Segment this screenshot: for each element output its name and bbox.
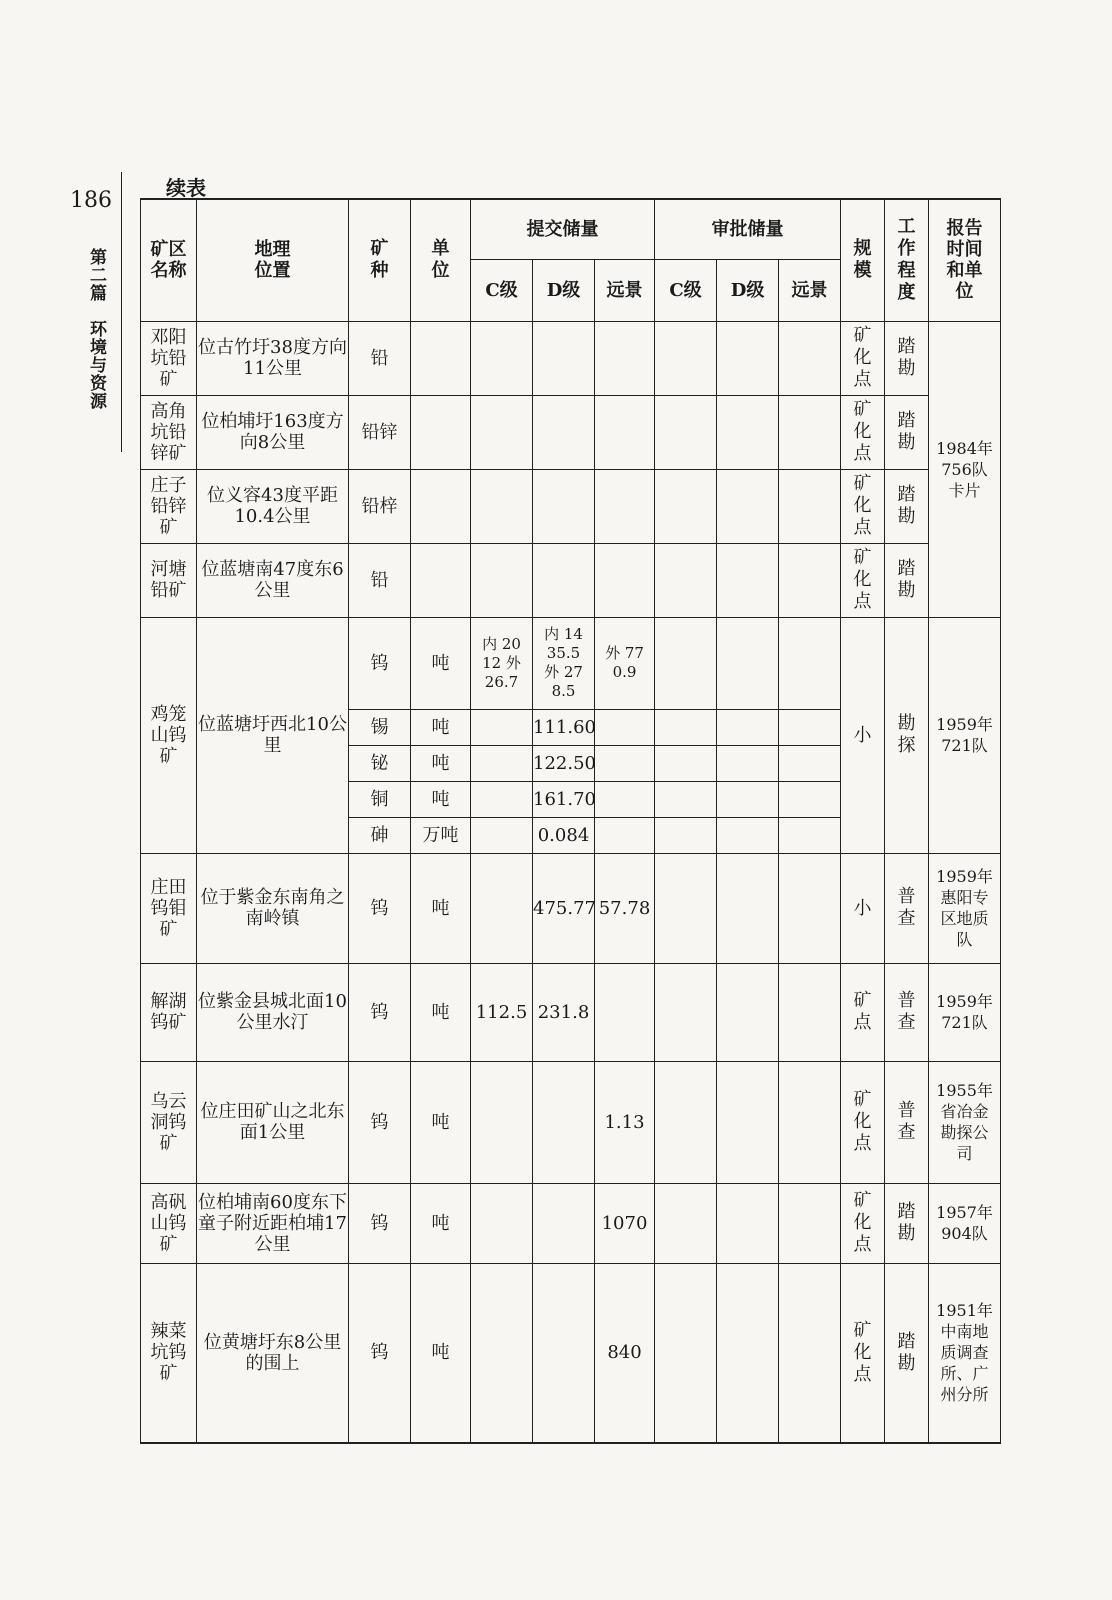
table-row: 河塘铅矿 位蓝塘南47度东6公里 铅 矿化点 踏勘: [141, 543, 1001, 617]
table-row: 解湖钨矿 位紫金县城北面10公里水汀 钨 吨 112.5 231.8 矿点 普查 1959年721队: [141, 963, 1001, 1061]
table-row: 庄田钨钼矿 位于紫金东南角之南岭镇 钨 吨 475.77 57.78 小 普查 1959年惠阳专区地质队: [141, 853, 1001, 963]
mine-table: [140, 198, 1001, 1444]
report-cell: 1984年756队卡片: [929, 321, 1001, 617]
sub-c: C级: [471, 259, 533, 321]
col-location: 地理位置: [197, 199, 349, 321]
sub-far-approved: 远景: [779, 259, 841, 321]
col-unit: 单位: [411, 199, 471, 321]
table-row: 辣菜坑钨矿 位黄塘圩东8公里的围上 钨 吨 840 矿化点 踏勘 1951年中南地质调查所、广州分所: [141, 1263, 1001, 1443]
col-mineral: 矿种: [349, 199, 411, 321]
table-row: 铜 吨 161.70: [141, 781, 1001, 817]
table-row: 乌云洞钨矿 位庄田矿山之北东面1公里 钨 吨 1.13 矿化点 普查 1955年省冶金勘探公司: [141, 1061, 1001, 1183]
col-scale: 规模: [841, 199, 885, 321]
table-row: 鸡笼山钨矿 位蓝塘圩西北10公里 钨 吨 内 2012 外 26.7 内 1435.5 外 278.5 外 770.9 小 勘探 1959年721队: [141, 617, 1001, 709]
sub-d-approved: D级: [717, 259, 779, 321]
col-work: 工作程度: [885, 199, 929, 321]
table-row: 高矾山钨矿 位柏埔南60度东下童子附近距柏埔17公里 钨 吨 1070 矿化点 踏勘 1957年904队: [141, 1183, 1001, 1263]
section-title: 第二篇 环境与资源: [86, 248, 106, 410]
sub-c-approved: C级: [655, 259, 717, 321]
col-report: 报告时间和单位: [929, 199, 1001, 321]
col-name: 矿区名称: [141, 199, 197, 321]
page-number: 186: [70, 188, 112, 213]
margin-rule: [121, 172, 122, 452]
continued-label: 续表: [166, 176, 206, 200]
table-row: 锡 吨 111.60: [141, 709, 1001, 745]
sub-far: 远景: [595, 259, 655, 321]
table-row: 邓阳坑铅矿 位古竹圩38度方向11公里 铅 矿化点 踏勘 1984年756队卡片: [141, 321, 1001, 395]
sub-d: D级: [533, 259, 595, 321]
col-submitted: 提交储量: [471, 199, 655, 259]
col-approved: 审批储量: [655, 199, 841, 259]
table-row: 高角坑铅锌矿 位柏埔圩163度方向8公里 铅锌 矿化点 踏勘: [141, 395, 1001, 469]
table-row: 铋 吨 122.50: [141, 745, 1001, 781]
header-row: [141, 199, 1001, 259]
table-row: 砷 万吨 0.084: [141, 817, 1001, 853]
table-row: 庄子铅锌矿 位义容43度平距10.4公里 铅梓 矿化点 踏勘: [141, 469, 1001, 543]
